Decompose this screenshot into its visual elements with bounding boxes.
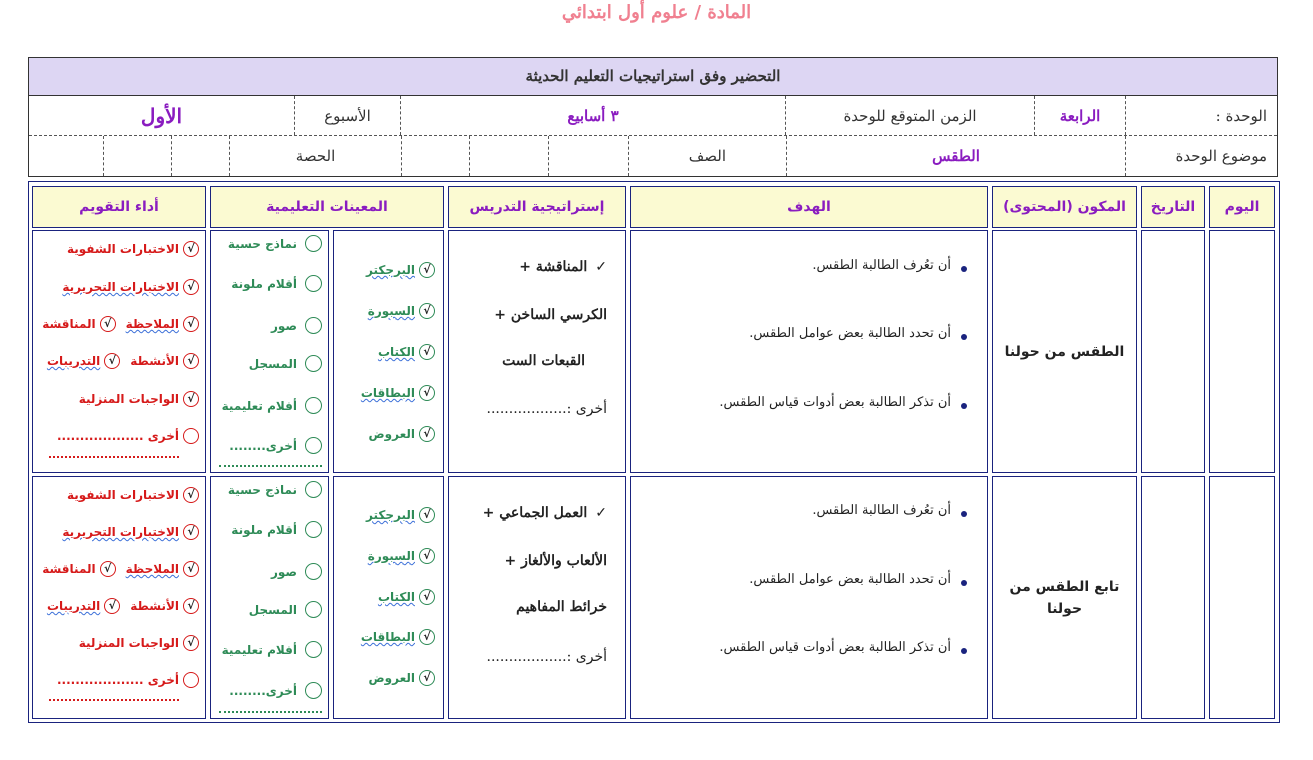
aid-label: أقلام ملونة [231,276,297,291]
aid-label: العروض [368,671,415,685]
subject-title: المادة / علوم أول ابتدائي [561,2,752,23]
goal-item: أن تحدد الطالبة بعض عوامل الطقس. [749,572,951,587]
aid-label: المسجل [248,356,297,371]
row2-aids-right [333,476,444,719]
aid-label: صور [270,564,297,579]
period-label: الحصة [229,136,402,176]
check-circle-icon: √ [419,344,435,360]
class-slot-2 [469,136,548,176]
bullet [961,403,967,409]
check-circle-icon: √ [183,524,199,540]
evaluation-item [67,487,199,503]
strategy-label: العمل الجماعي + [482,505,588,521]
check-circle-icon: √ [419,629,435,645]
aid-item [271,317,322,334]
aid-label: أفلام تعليمية [221,642,297,657]
evaluation-item [62,279,199,295]
week-value: الأول [140,103,183,128]
col-head-strategy: إستراتيجية التدريس [448,186,626,228]
header-row-topic [29,136,1277,176]
evaluation-label: الاختبارات التحريرية [62,280,179,294]
evaluation-label: الأنشطة [130,354,179,368]
aid-item [249,355,322,372]
evaluation-label: الاختبارات الشفوية [66,242,179,256]
row2-day [1209,476,1275,719]
evaluation-item [57,428,199,444]
aid-item [222,641,322,658]
aid-item [231,521,322,538]
aid-label: أخرى........ [229,683,297,698]
aid-label: المسجل [248,602,297,617]
bullet [961,580,967,586]
evaluation-label: الملاحظة [125,562,179,576]
aid-label: العروض [368,427,415,441]
aid-item [369,426,435,442]
evaluation-item [79,635,199,651]
aid-item [271,563,322,580]
duration-label: الزمن المتوقع للوحدة [785,96,1034,135]
circle-icon [305,521,322,538]
evaluation-label: المناقشة [42,317,96,331]
strategy-other: أخرى :.................. [486,401,607,417]
bullet [961,648,967,654]
circle-icon [183,672,199,688]
row1-day [1209,230,1275,473]
check-circle-icon: √ [419,589,435,605]
bullet [961,266,967,272]
aid-label: السبورة [367,549,415,563]
evaluation-label: أخرى ................... [56,429,179,443]
strategy-item: الكرسي الساخن + [494,307,607,323]
check-circle-icon: √ [104,353,120,369]
period-slot-2 [103,136,171,176]
header-row-unit [29,96,1277,136]
row1-aids-right [333,230,444,473]
aid-label: نماذج حسية [227,482,297,497]
goal-item: أن تعُرف الطالبة الطقس. [812,258,951,273]
check-circle-icon: √ [183,561,199,577]
circle-icon [305,601,322,618]
check-circle-icon: √ [419,670,435,686]
aid-item [368,303,435,319]
strategy-other: أخرى :.................. [486,649,607,665]
col-head-day: اليوم [1209,186,1275,228]
evaluation-label: المناقشة [42,562,96,576]
evaluation-label: الاختبارات الشفوية [66,488,179,502]
aid-item [228,481,322,498]
row1-component: الطقس من حولنا [992,230,1137,473]
strategy-label: المناقشة + [519,259,588,275]
evaluation-item [67,241,199,257]
strategy-item: القبعات الست [502,353,585,369]
circle-icon [305,481,322,498]
bullet [961,334,967,340]
aid-item [229,437,322,454]
evaluation-item [57,672,199,688]
aid-label: صور [270,318,297,333]
evaluation-item [42,561,199,577]
evaluation-item [62,524,199,540]
strategy-item [483,505,607,521]
evaluation-label: التدريبات [46,599,101,613]
check-circle-icon: √ [183,598,199,614]
aid-item [366,507,435,523]
aid-item [228,235,322,252]
row1-goals [630,230,988,473]
aid-item [361,385,435,401]
aid-item [231,275,322,292]
aid-label: السبورة [367,304,415,318]
check-circle-icon: √ [183,487,199,503]
aid-label: أخرى........ [229,438,297,453]
class-label: الصف [628,136,786,176]
topic-value: الطقس [786,136,1125,176]
aid-item [369,670,435,686]
goal-item: أن تذكر الطالبة بعض أدوات قياس الطقس. [719,395,951,410]
check-circle-icon: √ [419,303,435,319]
goal-item: أن تذكر الطالبة بعض أدوات قياس الطقس. [719,640,951,655]
period-slot-3 [29,136,103,176]
strategy-item: الألعاب والألغاز + [504,553,607,569]
check-circle-icon: √ [183,241,199,257]
evaluation-dotted-line [49,456,179,458]
check-circle-icon: √ [183,391,199,407]
aid-label: الكتاب [377,345,415,359]
aid-item [361,629,435,645]
evaluation-label: التدريبات [46,354,101,368]
row1-aids-left [210,230,329,473]
aid-label: البرجكتر [366,508,415,522]
evaluation-item [47,353,199,369]
class-slot-1 [548,136,628,176]
evaluation-label: الملاحظة [125,317,179,331]
week-label: الأسبوع [294,96,400,135]
aid-label: الكتاب [377,590,415,604]
evaluation-item [42,316,199,332]
aid-item [222,397,322,414]
col-head-aids: المعينات التعليمية [210,186,444,228]
col-head-evaluation: أداء التقويم [32,186,206,228]
evaluation-label: أخرى ................... [56,673,179,687]
evaluation-label: الأنشطة [130,599,179,613]
lesson-plan-table [28,181,1280,723]
check-icon: ✓ [595,505,607,521]
aid-item [368,548,435,564]
aid-label: نماذج حسية [227,236,297,251]
aid-label: البرجكتر [366,263,415,277]
row1-evaluation [32,230,206,473]
check-circle-icon: √ [183,635,199,651]
circle-icon [305,317,322,334]
check-circle-icon: √ [419,507,435,523]
aid-item [249,601,322,618]
check-circle-icon: √ [183,353,199,369]
row2-date [1141,476,1205,719]
strategy-item [519,259,607,275]
aid-item [378,589,435,605]
duration-value: ٣ أسابيع [400,96,785,135]
check-circle-icon: √ [104,598,120,614]
unit-value: الرابعة [1034,96,1125,135]
col-head-component: المكون (المحتوى) [992,186,1137,228]
check-circle-icon: √ [419,385,435,401]
circle-icon [305,397,322,414]
aid-item [378,344,435,360]
row1-date [1141,230,1205,473]
aid-item [229,682,322,699]
topic-label: موضوع الوحدة [1125,136,1277,176]
evaluation-label: الواجبات المنزلية [78,392,179,406]
evaluation-item [47,598,199,614]
check-circle-icon: √ [419,548,435,564]
aid-label: أفلام تعليمية [221,398,297,413]
check-circle-icon: √ [100,561,116,577]
evaluation-dotted-line [49,699,179,701]
check-circle-icon: √ [183,316,199,332]
circle-icon [183,428,199,444]
goal-item: أن تعُرف الطالبة الطقس. [812,503,951,518]
col-head-date: التاريخ [1141,186,1205,228]
circle-icon [305,437,322,454]
class-slot-3 [401,136,469,176]
check-icon: ✓ [595,259,607,275]
check-circle-icon: √ [419,426,435,442]
aid-label: البطاقات [360,630,415,644]
aid-dotted-line [219,711,322,713]
aid-label: البطاقات [360,386,415,400]
circle-icon [305,275,322,292]
row1-strategies [448,230,626,473]
unit-label: الوحدة : [1125,96,1277,135]
col-head-goal: الهدف [630,186,988,228]
check-circle-icon: √ [183,279,199,295]
circle-icon [305,682,322,699]
row2-component: تابع الطقس من حولنا [992,476,1137,719]
aid-dotted-line [219,465,322,467]
evaluation-label: الاختبارات التحريرية [62,525,179,539]
circle-icon [305,563,322,580]
row2-goals [630,476,988,719]
check-circle-icon: √ [419,262,435,278]
strategy-item: خرائط المفاهيم [516,599,607,615]
evaluation-label: الواجبات المنزلية [78,636,179,650]
header-title: التحضير وفق استراتيجيات التعليم الحديثة [29,58,1277,96]
row2-aids-left [210,476,329,719]
period-slot-1 [171,136,229,176]
check-circle-icon: √ [100,316,116,332]
circle-icon [305,641,322,658]
aid-label: أقلام ملونة [231,522,297,537]
row2-evaluation [32,476,206,719]
unit-header-table [28,57,1278,177]
circle-icon [305,235,322,252]
row2-strategies [448,476,626,719]
bullet [961,511,967,517]
goal-item: أن تحدد الطالبة بعض عوامل الطقس. [749,326,951,341]
aid-item [366,262,435,278]
evaluation-item [79,391,199,407]
circle-icon [305,355,322,372]
